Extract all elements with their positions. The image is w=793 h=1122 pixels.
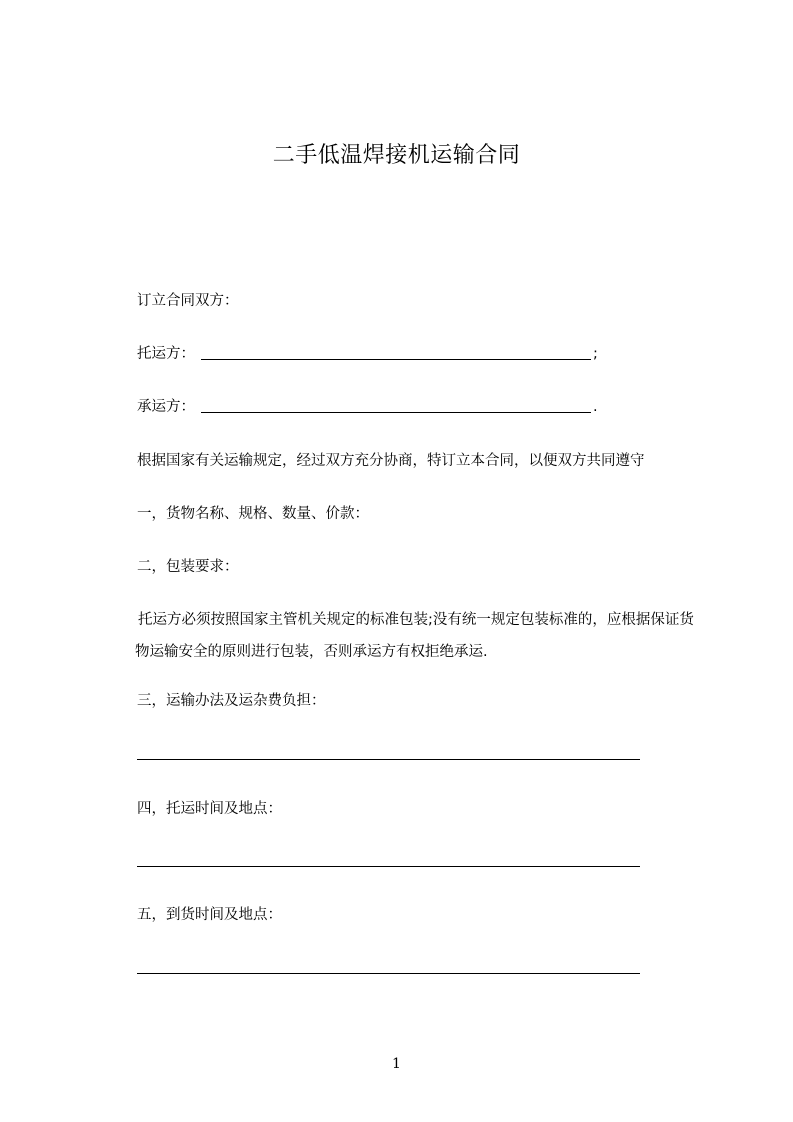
shipper-blank-line [201,359,591,360]
carrier-blank-line [201,412,591,413]
section-4-blank-line [137,866,640,867]
shipper-label: 托运方： [137,346,195,362]
page-number: 1 [392,1056,401,1072]
document-title: 二手低温焊接机运输合同 [272,143,521,168]
section-4-heading: 四，托运时间及地点： [137,801,282,817]
section-2-body: 托运方必须按照国家主管机关规定的标准包装;没有统一规定包装标准的，应根据保证货物运输安全的原则进行包装，否则承运方有权拒绝承运. [135,612,694,660]
parties-intro: 订立合同双方： [137,293,239,309]
section-3-heading: 三，运输办法及运杂费负担： [137,693,326,709]
preamble-text: 根据国家有关运输规定，经过双方充分协商，特订立本合同，以便双方共同遵守 [137,453,645,469]
carrier-label: 承运方： [137,399,195,415]
section-3-blank-line [137,759,640,760]
shipper-end-mark: ; [593,346,598,362]
section-5-blank-line [137,973,640,974]
carrier-end-mark: . [593,399,598,415]
section-1-heading: 一，货物名称、规格、数量、价款： [137,506,369,522]
section-5-heading: 五，到货时间及地点： [137,907,282,923]
section-2-heading: 二，包装要求： [137,559,239,575]
